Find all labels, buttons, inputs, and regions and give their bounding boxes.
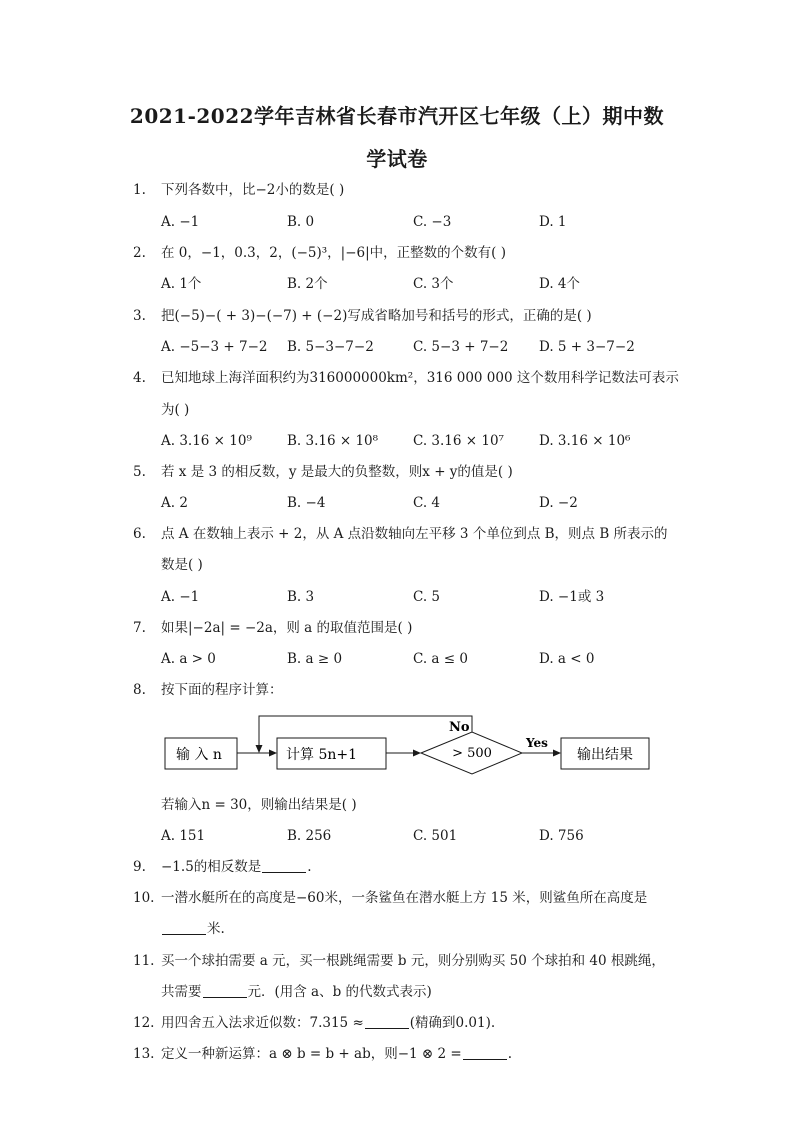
question-number: 9. xyxy=(133,859,146,875)
option-c: C. −3 xyxy=(413,214,452,230)
question-stem xyxy=(161,857,312,877)
question-stem: 在 0，−1，0.3，2，(−5)³，|−6|中，正整数的个数有( ) xyxy=(161,245,507,261)
option-c: C. 501 xyxy=(413,828,458,844)
answer-blank xyxy=(365,1014,409,1029)
stem-text: 米. xyxy=(207,921,225,937)
question-stem: 把(−5)−( + 3)−(−7) + (−2)写成省略加号和括号的形式，正确的是( ) xyxy=(161,308,592,324)
question-number: 4. xyxy=(133,370,146,386)
flowchart-no-label: No xyxy=(449,720,470,735)
question-stem-line2 xyxy=(161,982,432,1002)
stem-text: 共需要 xyxy=(161,984,202,1000)
question-number: 8. xyxy=(133,682,146,698)
question-stem: 下列各数中，比−2小的数是( ) xyxy=(161,182,345,198)
question-stem: 买一个球拍需要 a 元，买一根跳绳需要 b 元，则分别购买 50 个球拍和 40 根跳绳， xyxy=(161,953,665,969)
option-a: A. 1个 xyxy=(161,276,202,292)
option-d: D. 1 xyxy=(539,214,567,230)
answer-blank xyxy=(162,920,206,935)
option-d: D. a < 0 xyxy=(539,651,595,667)
answer-blank xyxy=(262,858,306,873)
option-b: B. a ≥ 0 xyxy=(287,651,343,667)
flowchart-compute-label: 计算 5n+1 xyxy=(286,747,358,763)
option-b: B. 256 xyxy=(287,828,332,844)
question-stem-line2: 数是( ) xyxy=(161,557,203,573)
stem-text: . xyxy=(307,859,312,875)
answer-blank xyxy=(203,983,247,998)
flowchart-output-label: 输出结果 xyxy=(577,747,633,763)
question-number: 6. xyxy=(133,526,146,542)
question-stem: 按下面的程序计算： xyxy=(161,682,283,698)
question-number: 7. xyxy=(133,620,146,636)
stem-text: (精确到0.01). xyxy=(409,1015,496,1031)
question-stem: 如果|−2a| = −2a，则 a 的取值范围是( ) xyxy=(161,620,413,636)
option-a: A. 3.16 × 10⁹ xyxy=(161,433,252,449)
option-a: A. −5−3 + 7−2 xyxy=(161,339,268,355)
option-a: A. a > 0 xyxy=(161,651,216,667)
arrowhead xyxy=(553,750,561,757)
option-d: D. 756 xyxy=(539,828,584,844)
question-stem-line2: 若输入n = 30，则输出结果是( ) xyxy=(161,797,357,813)
question-number: 11. xyxy=(133,953,155,969)
flowchart-condition-label: > 500 xyxy=(452,746,492,761)
page-title-line2: 学试卷 xyxy=(366,147,428,171)
option-d: D. 5 + 3−7−2 xyxy=(539,339,635,355)
stem-text: 元．(用含 a、b 的代数式表示) xyxy=(247,984,432,1000)
question-number: 10. xyxy=(133,890,155,906)
answer-blank xyxy=(463,1045,507,1060)
option-a: A. −1 xyxy=(161,214,200,230)
question-number: 3. xyxy=(133,308,146,324)
option-c: C. 5−3 + 7−2 xyxy=(413,339,509,355)
option-d: D. 3.16 × 10⁶ xyxy=(539,433,631,449)
question-stem: 一潜水艇所在的高度是−60米，一条鲨鱼在潜水艇上方 15 米，则鲨鱼所在高度是 xyxy=(161,890,648,906)
option-c: C. 3.16 × 10⁷ xyxy=(413,433,504,449)
question-stem-line2 xyxy=(161,919,225,939)
arrowhead xyxy=(413,750,421,757)
page-title-line1: 2021-2022学年吉林省长春市汽开区七年级（上）期中数 xyxy=(129,104,665,128)
option-d: D. −2 xyxy=(539,495,578,511)
stem-text: . xyxy=(507,1046,512,1062)
stem-text: 定义一种新运算：a ⊗ b = b + ab，则−1 ⊗ 2 = xyxy=(161,1046,462,1062)
option-d: D. −1或 3 xyxy=(539,589,605,605)
option-b: B. 3.16 × 10⁸ xyxy=(287,433,379,449)
option-b: B. 0 xyxy=(287,214,315,230)
stem-text: −1.5的相反数是 xyxy=(161,859,262,875)
arrowhead xyxy=(256,745,263,753)
option-b: B. 5−3−7−2 xyxy=(287,339,374,355)
option-b: B. 2个 xyxy=(287,276,328,292)
loop-back-line xyxy=(259,716,472,746)
question-number: 5. xyxy=(133,464,146,480)
option-a: A. −1 xyxy=(161,589,200,605)
stem-text: 用四舍五入法求近似数：7.315 ≈ xyxy=(161,1015,364,1031)
question-stem: 若 x 是 3 的相反数，y 是最大的负整数，则x + y的值是( ) xyxy=(161,464,513,480)
option-c: C. 4 xyxy=(413,495,441,511)
question-number: 1. xyxy=(133,182,146,198)
option-a: A. 151 xyxy=(161,828,206,844)
question-stem xyxy=(161,1013,495,1033)
option-c: C. 3个 xyxy=(413,276,454,292)
option-a: A. 2 xyxy=(161,495,188,511)
question-stem xyxy=(161,1044,512,1064)
question-number: 12. xyxy=(133,1015,155,1031)
question-stem-line2: 为( ) xyxy=(161,402,190,418)
option-b: B. −4 xyxy=(287,495,326,511)
question-number: 13. xyxy=(133,1046,155,1062)
flowchart-yes-label: Yes xyxy=(526,736,548,750)
arrowhead xyxy=(269,750,277,757)
option-b: B. 3 xyxy=(287,589,315,605)
option-c: C. 5 xyxy=(413,589,441,605)
question-number: 2. xyxy=(133,245,146,261)
option-c: C. a ≤ 0 xyxy=(413,651,468,667)
question-stem: 点 A 在数轴上表示 + 2，从 A 点沿数轴向左平移 3 个单位到点 B，则点 B 所表示的 xyxy=(161,526,668,542)
question-stem: 已知地球上海洋面积约为316000000km²，316 000 000 这个数用科学记数法可表示 xyxy=(161,370,679,386)
option-d: D. 4个 xyxy=(539,276,581,292)
flowchart-input-label: 输 入 n xyxy=(176,747,222,763)
